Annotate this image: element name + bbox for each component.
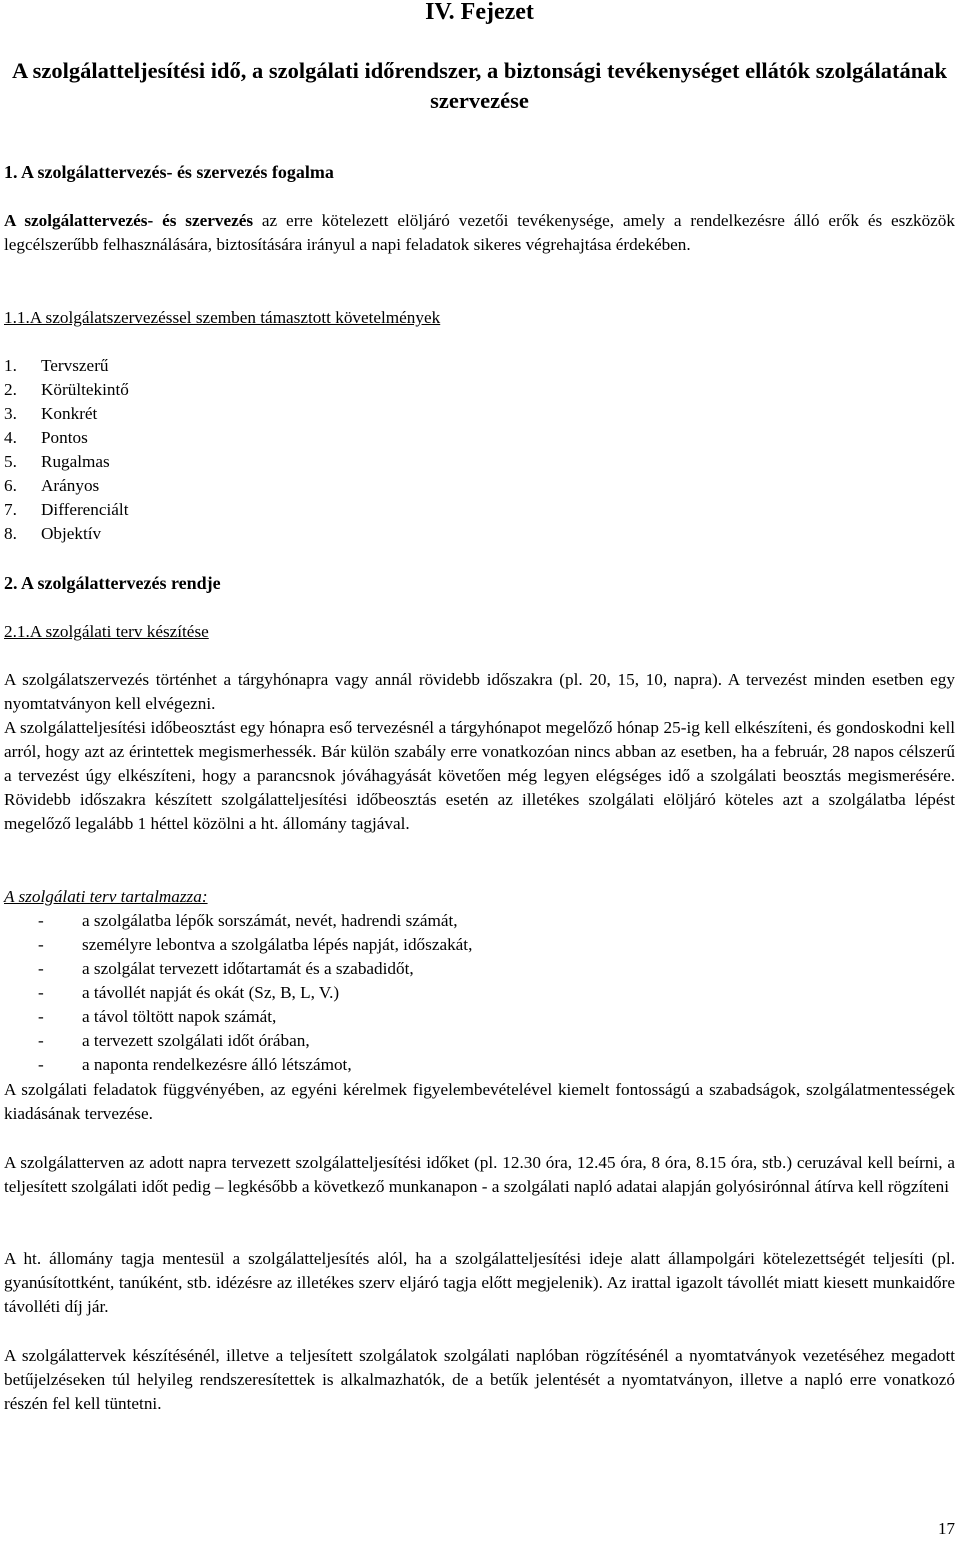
requirement-number: 3.: [4, 404, 17, 423]
planning-period-paragraph: A szolgálatszervezés történhet a tárgyhónapra vagy annál rövidebb időszakra (pl. 20, 15, 10, napra). A tervezést minden esetben egy nyomtatványon kell elvégezni.: [4, 670, 955, 713]
requirement-item: [4, 450, 955, 474]
letter-codes-paragraph: A szolgálattervek készítésénél, illetve a teljesített szolgálatok szolgálati naplóban rögzítésénél a nyomtatványok vezetéséhez megadott betűjelzéseken túl helyileg rendszeresítettek is alkalmazhatók, de a betűk jelentését a nyomtatványon, illetve a napló erre vonatkozó részén fel kell tüntetni.: [4, 1346, 955, 1413]
requirement-label: Differenciált: [41, 500, 129, 519]
dash-bullet: -: [38, 1007, 44, 1026]
section-1-paragraph: [4, 209, 955, 257]
requirement-item: [4, 378, 955, 402]
requirement-item: [4, 354, 955, 378]
requirement-label: Körültekintő: [41, 380, 129, 399]
plan-contents-heading: A szolgálati terv tartalmazza:: [4, 887, 208, 906]
exemption-paragraph: A ht. állomány tagja mentesül a szolgálatteljesítés alól, ha a szolgálatteljesítési ideje alatt állampolgári kötelezettségét teljesíti (pl. gyanúsítottként, tanúként, stb. idézésre az illetékes szerv eljáró tagja előtt megjelenik). Az irattal igazolt távollét miatt kiesett munkaidőre távolléti díj jár.: [4, 1249, 955, 1316]
schedule-deadline-paragraph: A szolgálatteljesítési időbeosztást egy hónapra eső tervezésnél a tárgyhónapot megelőző hónap 25-ig kell elkészíteni, és gondoskodni kell arról, hogy azt az érintettek megismerhessék. Bár külön szabály erre vonatkozóan nincs abban az esetben, ha a február, 28 napos célszerű a tervezést úgy elkészíteni, hogy a parancsnok jóváhagyását követően még legyen elégséges idő a szolgálati beosztás megismerésére. Rövidebb időszakra készített szolgálatteljesítési időbeosztás esetén az illetékes szolgálati elöljáró köteles azt a szolgálatba lépést megelőző legalább 1 héttel közölni a ht. állomány tagjával.: [4, 718, 955, 833]
requirement-number: 2.: [4, 380, 17, 399]
requirement-number: 4.: [4, 428, 17, 447]
requirement-label: Konkrét: [41, 404, 98, 423]
plan-content-text: a szolgálat tervezett időtartamát és a szabadidőt,: [82, 959, 414, 978]
chapter-title: A szolgálatteljesítési idő, a szolgálati időrendszer, a biztonsági tevékenységet ellátók szolgálatának szervezése: [12, 58, 947, 113]
dash-bullet: -: [38, 983, 44, 1002]
plan-content-text: személyre lebontva a szolgálatba lépés napját, időszakát,: [82, 935, 473, 954]
requirement-number: 1.: [4, 356, 17, 375]
requirement-label: Pontos: [41, 428, 88, 447]
plan-content-item: [4, 1005, 955, 1029]
plan-content-item: [4, 981, 955, 1005]
requirement-number: 5.: [4, 452, 17, 471]
dash-bullet: -: [38, 935, 44, 954]
plan-content-text: a távollét napját és okát (Sz, B, L, V.): [82, 983, 340, 1002]
page-number: 17: [938, 1519, 955, 1538]
chapter-heading: IV. Fejezet: [425, 0, 534, 25]
requirement-number: 8.: [4, 524, 17, 543]
requirement-number: 7.: [4, 500, 17, 519]
plan-content-text: a naponta rendelkezésre álló létszámot,: [82, 1055, 352, 1074]
section-2-1-heading: 2.1.A szolgálati terv készítése: [4, 622, 209, 641]
plan-content-text: a szolgálatba lépők sorszámát, nevét, hadrendi számát,: [82, 911, 458, 930]
section-1-1-heading: 1.1.A szolgálatszervezéssel szemben támasztott követelmények: [4, 308, 441, 327]
dash-bullet: -: [38, 1031, 44, 1050]
dash-bullet: -: [38, 1055, 44, 1074]
requirement-item: [4, 498, 955, 522]
plan-content-item: [4, 933, 955, 957]
requirement-number: 6.: [4, 476, 17, 495]
requirement-label: Objektív: [41, 524, 102, 543]
plan-content-item: [4, 909, 955, 933]
section-1-heading: 1. A szolgálattervezés- és szervezés fogalma: [4, 162, 334, 182]
requirements-list: [4, 354, 955, 546]
requirement-label: Tervszerű: [41, 356, 109, 375]
section-1-definition: az erre kötelezett elöljáró vezetői tevékenysége, amely a rendelkezésre álló erők és eszközök legcélszerűbb felhasználására, biztosítására irányul a napi feladatok sikeres végrehajtása érdekében.: [4, 211, 955, 254]
plan-content-item: [4, 957, 955, 981]
dash-bullet: -: [38, 911, 44, 930]
requirement-item: [4, 426, 955, 450]
pencil-entry-paragraph: A szolgálatterven az adott napra tervezett szolgálatteljesítési időket (pl. 12.30 óra, 12.45 óra, 8 óra, 8.15 óra, stb.) ceruzával kell beírni, a teljesített szolgálati időt pedig – legkésőbb a következő munkanapon - a szolgálati napló adatai alapján golyósirónnal átírva kell rögzíteni: [4, 1153, 955, 1196]
requirement-item: [4, 402, 955, 426]
requirement-item: [4, 522, 955, 546]
plan-content-item: [4, 1053, 955, 1077]
requirement-label: Rugalmas: [41, 452, 110, 471]
dash-bullet: -: [38, 959, 44, 978]
requirement-label: Arányos: [41, 476, 100, 495]
leave-planning-paragraph: A szolgálati feladatok függvényében, az egyéni kérelmek figyelembevételével kiemelt fontosságú a szabadságok, szolgálatmentességek kiadásának tervezése.: [4, 1080, 955, 1123]
section-1-term: A szolgálattervezés- és szervezés: [4, 211, 254, 230]
plan-contents-list: [4, 909, 955, 1077]
requirement-item: [4, 474, 955, 498]
plan-content-item: [4, 1029, 955, 1053]
section-2-heading: 2. A szolgálattervezés rendje: [4, 573, 221, 593]
plan-content-text: a távol töltött napok számát,: [82, 1007, 277, 1026]
plan-content-text: a tervezett szolgálati időt órában,: [82, 1031, 310, 1050]
